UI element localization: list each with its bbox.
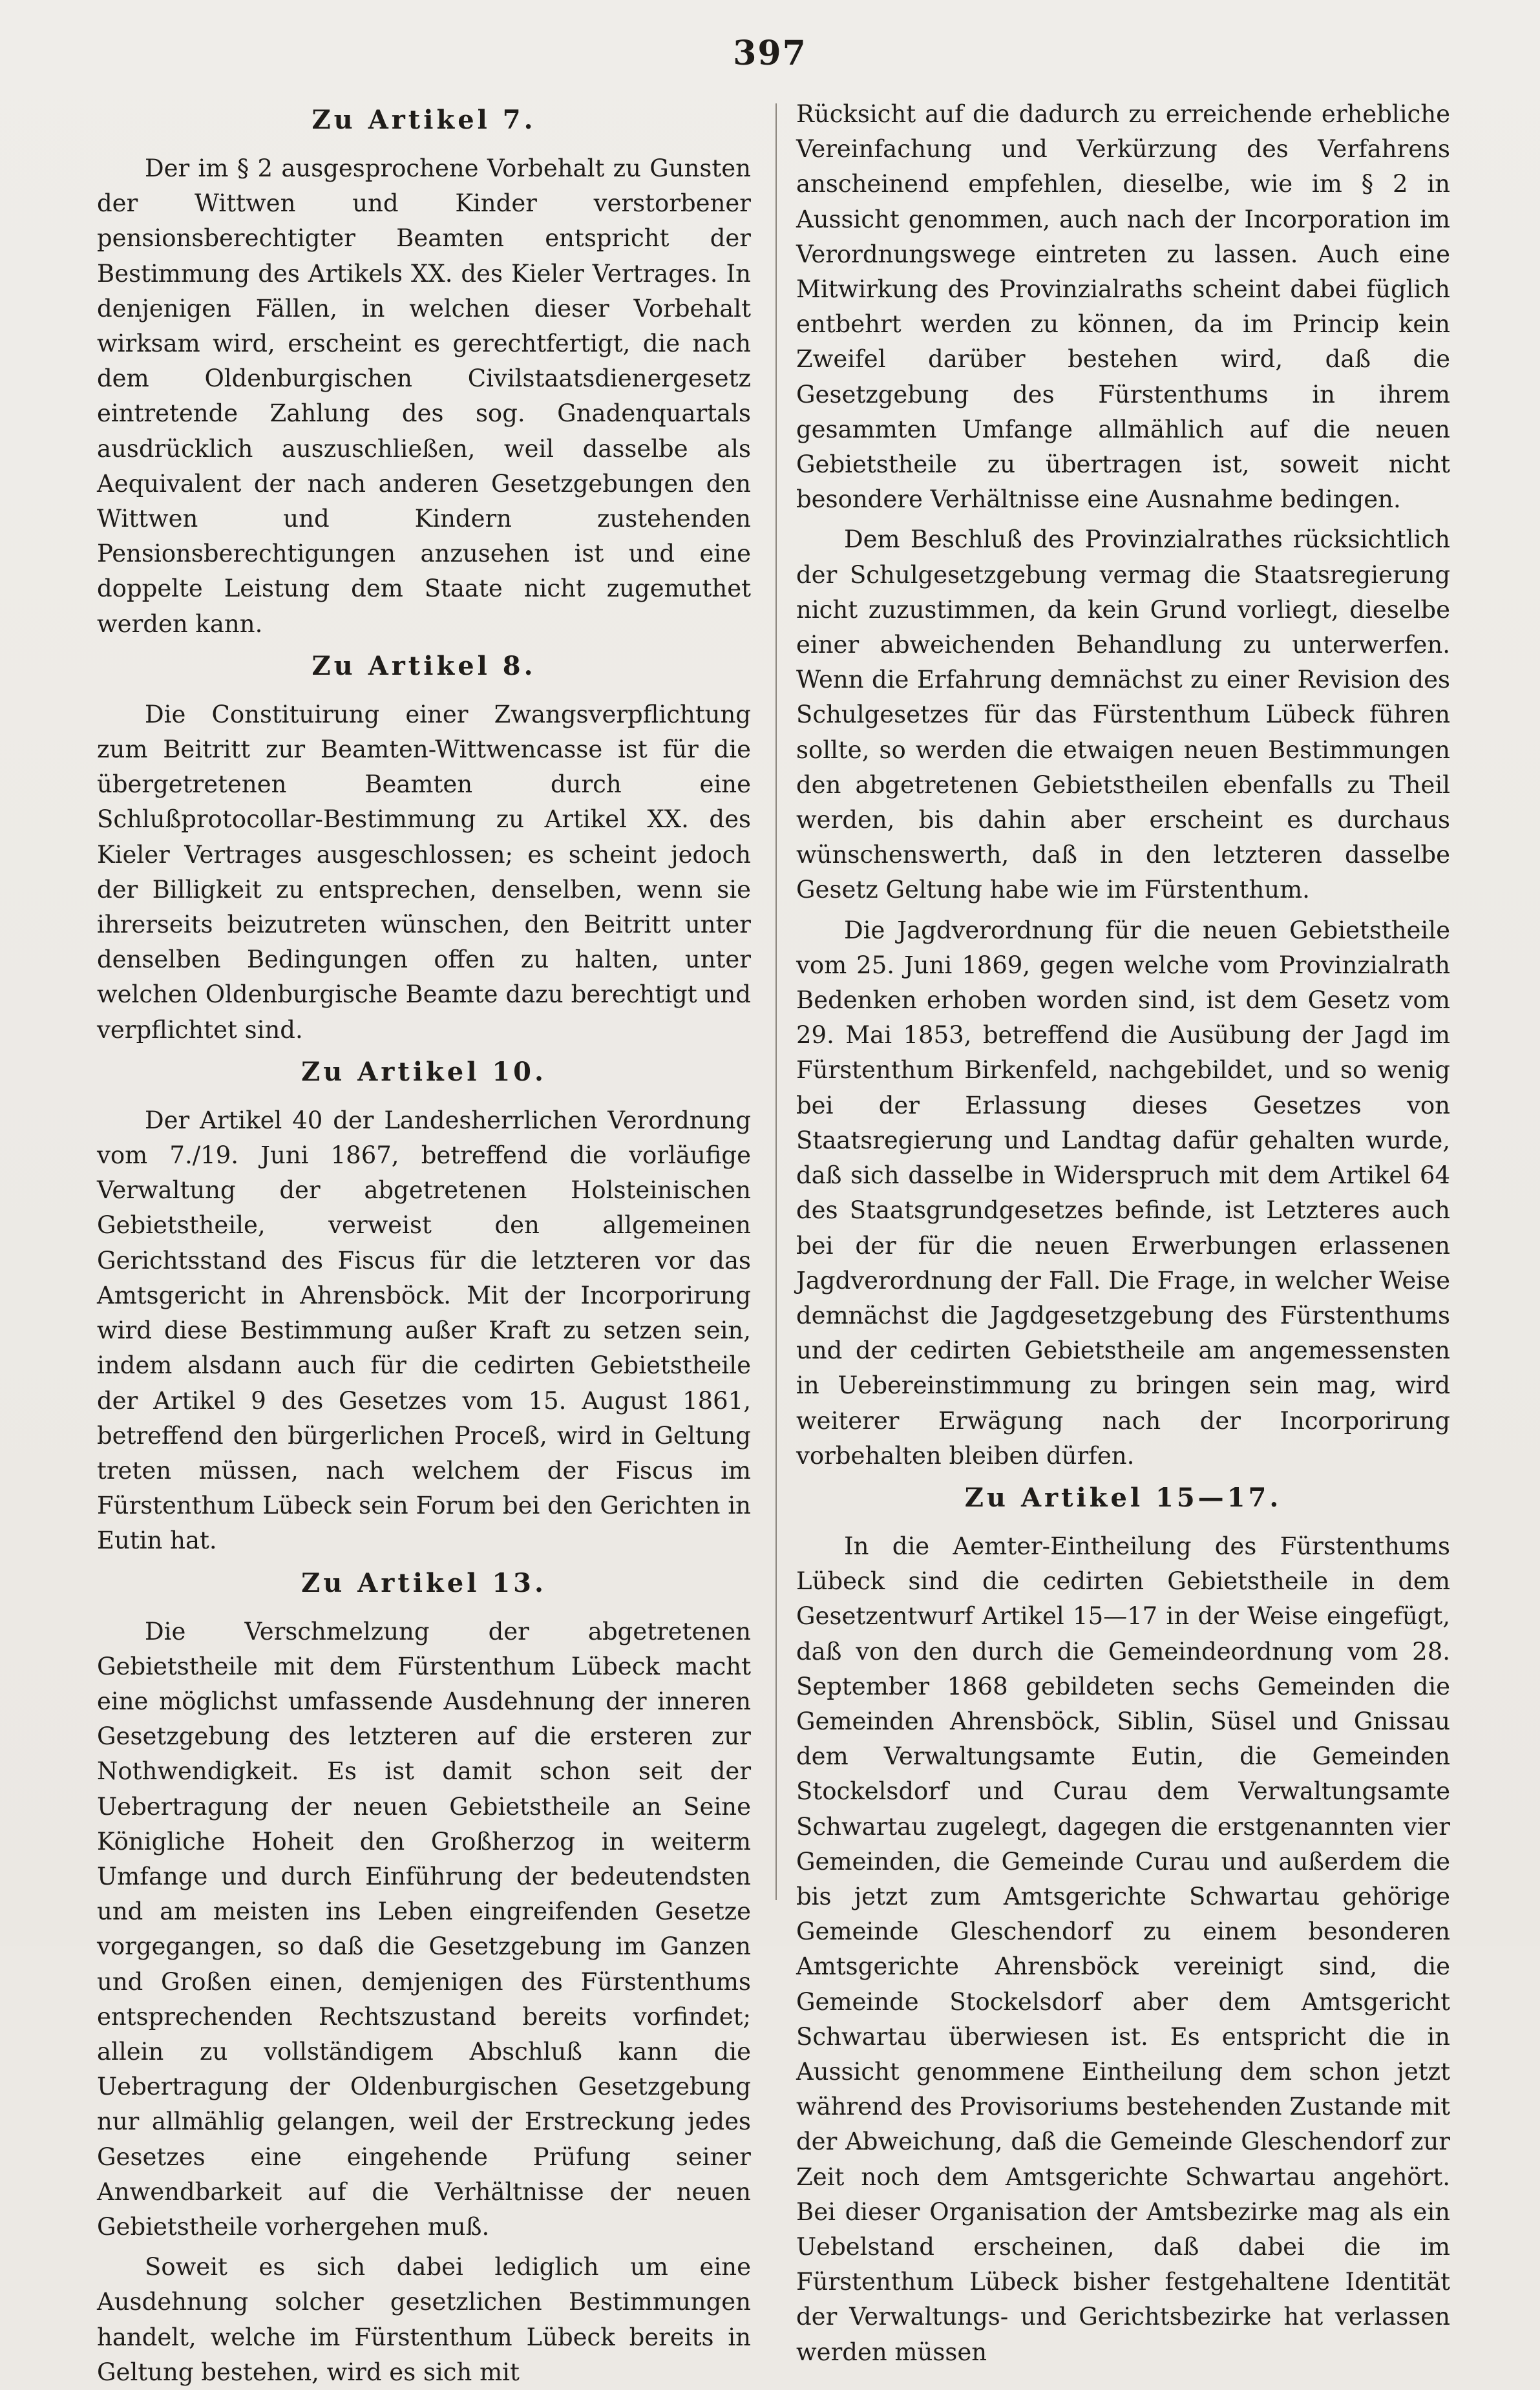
section-heading: Zu Artikel 15—17. [964,1482,1282,1513]
column-divider [775,103,777,1900]
paragraph: In die Aemter-Eintheilung des Fürstenthums Lübeck sind die cedirten Gebietstheile in dem Gesetzentwurf Artikel 15—17 in der Weise eingefügt, daß von den durch die Gemeindeordnung vom 28. September 1868 gebildeten sechs Gemeinden die Gemeinden Ahrensböck, Siblin, Süsel und Gnissau dem Verwaltungsamte Eutin, die Gemeinden Stockelsdorf und Curau dem Verwaltungsamte Schwartau zugelegt, dagegen die erstgenannten vier Gemeinden, die Gemeinde Curau und außerdem die bis jetzt zum Amtsgerichte Schwartau gehörige Gemeinde Gleschendorf zu einem besonderen Amtsgerichte Ahrensböck vereinigt sind, die Gemeinde Stockelsdorf aber dem Amtsgericht Schwartau überwiesen ist. Es entspricht die in Aussicht genommene Eintheilung dem schon jetzt während des Provisoriums bestehenden Zustande mit der Abweichung, daß die Gemeinde Gleschendorf zur Zeit noch dem Amtsgerichte Schwartau angehört. Bei dieser Organisation der Amtsbezirke mag als ein Uebelstand erscheinen, daß dabei die im Fürstenthum Lübeck bisher festgehaltene Identität der Verwaltungs- und Gerichtsbezirke hat verlassen werden müssen [796,1532,1450,2366]
right-column [796,97,1450,2366]
paragraph: Die Jagdverordnung für die neuen Gebietstheile vom 25. Juni 1869, gegen welche vom Provinzialrath Bedenken erhoben worden sind, ist dem Gesetz vom 29. Mai 1853, betreffend die Ausübung der Jagd im Fürstenthum Birkenfeld, nachgebildet, und so wenig bei der Erlassung dieses Gesetzes von Staatsregierung und Landtag dafür gehalten wurde, daß sich dasselbe in Widerspruch mit dem Artikel 64 des Staatsgrundgesetzes befinde, ist Letzteres auch bei der für die neuen Erwerbungen erlassenen Jagdverordnung der Fall. Die Frage, in welcher Weise demnächst die Jagdgesetzgebung des Fürstenthums und der cedirten Gebietstheile am angemessensten in Uebereinstimmung zu bringen sein mag, wird weiterer Erwägung nach der Incorporirung vorbehalten bleiben dürfen. [796,916,1450,1470]
left-column [97,97,751,2386]
section-heading: Zu Artikel 10. [301,1056,547,1087]
paragraph: Die Constituirung einer Zwangsverpflichtung zum Beitritt zur Beamten-Wittwencasse ist für die übergetretenen Beamten durch eine Schlußprotocollar-Bestimmung zu Artikel XX. des Kieler Vertrages ausgeschlossen; es scheint jedoch der Billigkeit zu entsprechen, denselben, wenn sie ihrerseits beizutreten wünschen, den Beitritt unter denselben Bedingungen offen zu halten, unter welchen Oldenburgische Beamte dazu berechtigt und verpflichtet sind. [97,700,751,1044]
paragraph: Der im § 2 ausgesprochene Vorbehalt zu Gunsten der Wittwen und Kinder verstorbener pensionsberechtigter Beamten entspricht der Bestimmung des Artikels XX. des Kieler Vertrages. In denjenigen Fällen, in welchen dieser Vorbehalt wirksam wird, erscheint es gerechtfertigt, die nach dem Oldenburgischen Civilstaatsdienergesetz eintretende Zahlung des sog. Gnadenquartals ausdrücklich auszuschließen, weil dasselbe als Aequivalent der nach anderen Gesetzgebungen den Wittwen und Kindern zustehenden Pensionsberechtigungen anzusehen ist und eine doppelte Leistung dem Staate nicht zugemuthet werden kann. [97,154,751,638]
paragraph-continued: Rücksicht auf die dadurch zu erreichende erhebliche Vereinfachung und Verkürzung des Verfahrens anscheinend empfehlen, dieselbe, wie im § 2 in Aussicht genommen, auch nach der Incorporation im Verordnungswege eintreten zu lassen. Auch eine Mitwirkung des Provinzialraths scheint dabei füglich entbehrt werden zu können, da im Princip kein Zweifel darüber bestehen wird, daß die Gesetzgebung des Fürstenthums in ihrem gesammten Umfange allmählich auf die neuen Gebietstheile zu übertragen ist, soweit nicht besondere Verhältnisse eine Ausnahme bedingen. [796,100,1450,514]
paragraph: Der Artikel 40 der Landesherrlichen Verordnung vom 7./19. Juni 1867, betreffend die vorläufige Verwaltung der abgetretenen Holsteinischen Gebietstheile, verweist den allgemeinen Gerichtsstand des Fiscus für die letzteren vor das Amtsgericht in Ahrensböck. Mit der Incorporirung wird diese Bestimmung außer Kraft zu setzen sein, indem alsdann auch für die cedirten Gebietstheile der Artikel 9 des Gesetzes vom 15. August 1861, betreffend den bürgerlichen Proceß, wird in Geltung treten müssen, nach welchem der Fiscus im Fürstenthum Lübeck sein Forum bei den Gerichten in Eutin hat. [97,1106,751,1555]
paragraph: Soweit es sich dabei lediglich um eine Ausdehnung solcher gesetzlichen Bestimmungen handelt, welche im Fürstenthum Lübeck bereits in Geltung bestehen, wird es sich mit [97,2253,751,2386]
paragraph: Dem Beschluß des Provinzialrathes rücksichtlich der Schulgesetzgebung vermag die Staatsregierung nicht zuzustimmen, da kein Grund vorliegt, dieselbe einer abweichenden Behandlung zu unterwerfen. Wenn die Erfahrung demnächst zu einer Revision des Schulgesetzes für das Fürstenthum Lübeck führen sollte, so werden die etwaigen neuen Bestimmungen den abgetretenen Gebietstheilen ebenfalls zu Theil werden, bis dahin aber erscheint es durchaus wünschenswerth, daß in den letzteren dasselbe Gesetz Geltung habe wie im Fürstenthum. [796,525,1450,904]
section-heading: Zu Artikel 7. [311,105,536,135]
paragraph: Die Verschmelzung der abgetretenen Gebietstheile mit dem Fürstenthum Lübeck macht eine möglichst umfassende Ausdehnung der inneren Gesetzgebung des letzteren auf die ersteren zur Nothwendigkeit. Es ist damit schon seit der Uebertragung der neuen Gebietstheile an Seine Königliche Hoheit den Großherzog in weiterm Umfange und durch Einführung der bedeutendsten und am meisten ins Leben eingreifenden Gesetze vorgegangen, so daß die Gesetzgebung im Ganzen und Großen einen, demjenigen des Fürstenthums entsprechenden Rechtszustand bereits vorfindet; allein zu vollständigem Abschluß kann die Uebertragung der Oldenburgischen Gesetzgebung nur allmählig gelangen, weil der Erstreckung jedes Gesetzes eine eingehende Prüfung seiner Anwendbarkeit auf die Verhältnisse der neuen Gebietstheile vorhergehen muß. [97,1617,751,2241]
page-number: 397 [733,34,807,73]
section-heading: Zu Artikel 8. [311,650,536,681]
section-heading: Zu Artikel 13. [301,1567,547,1598]
